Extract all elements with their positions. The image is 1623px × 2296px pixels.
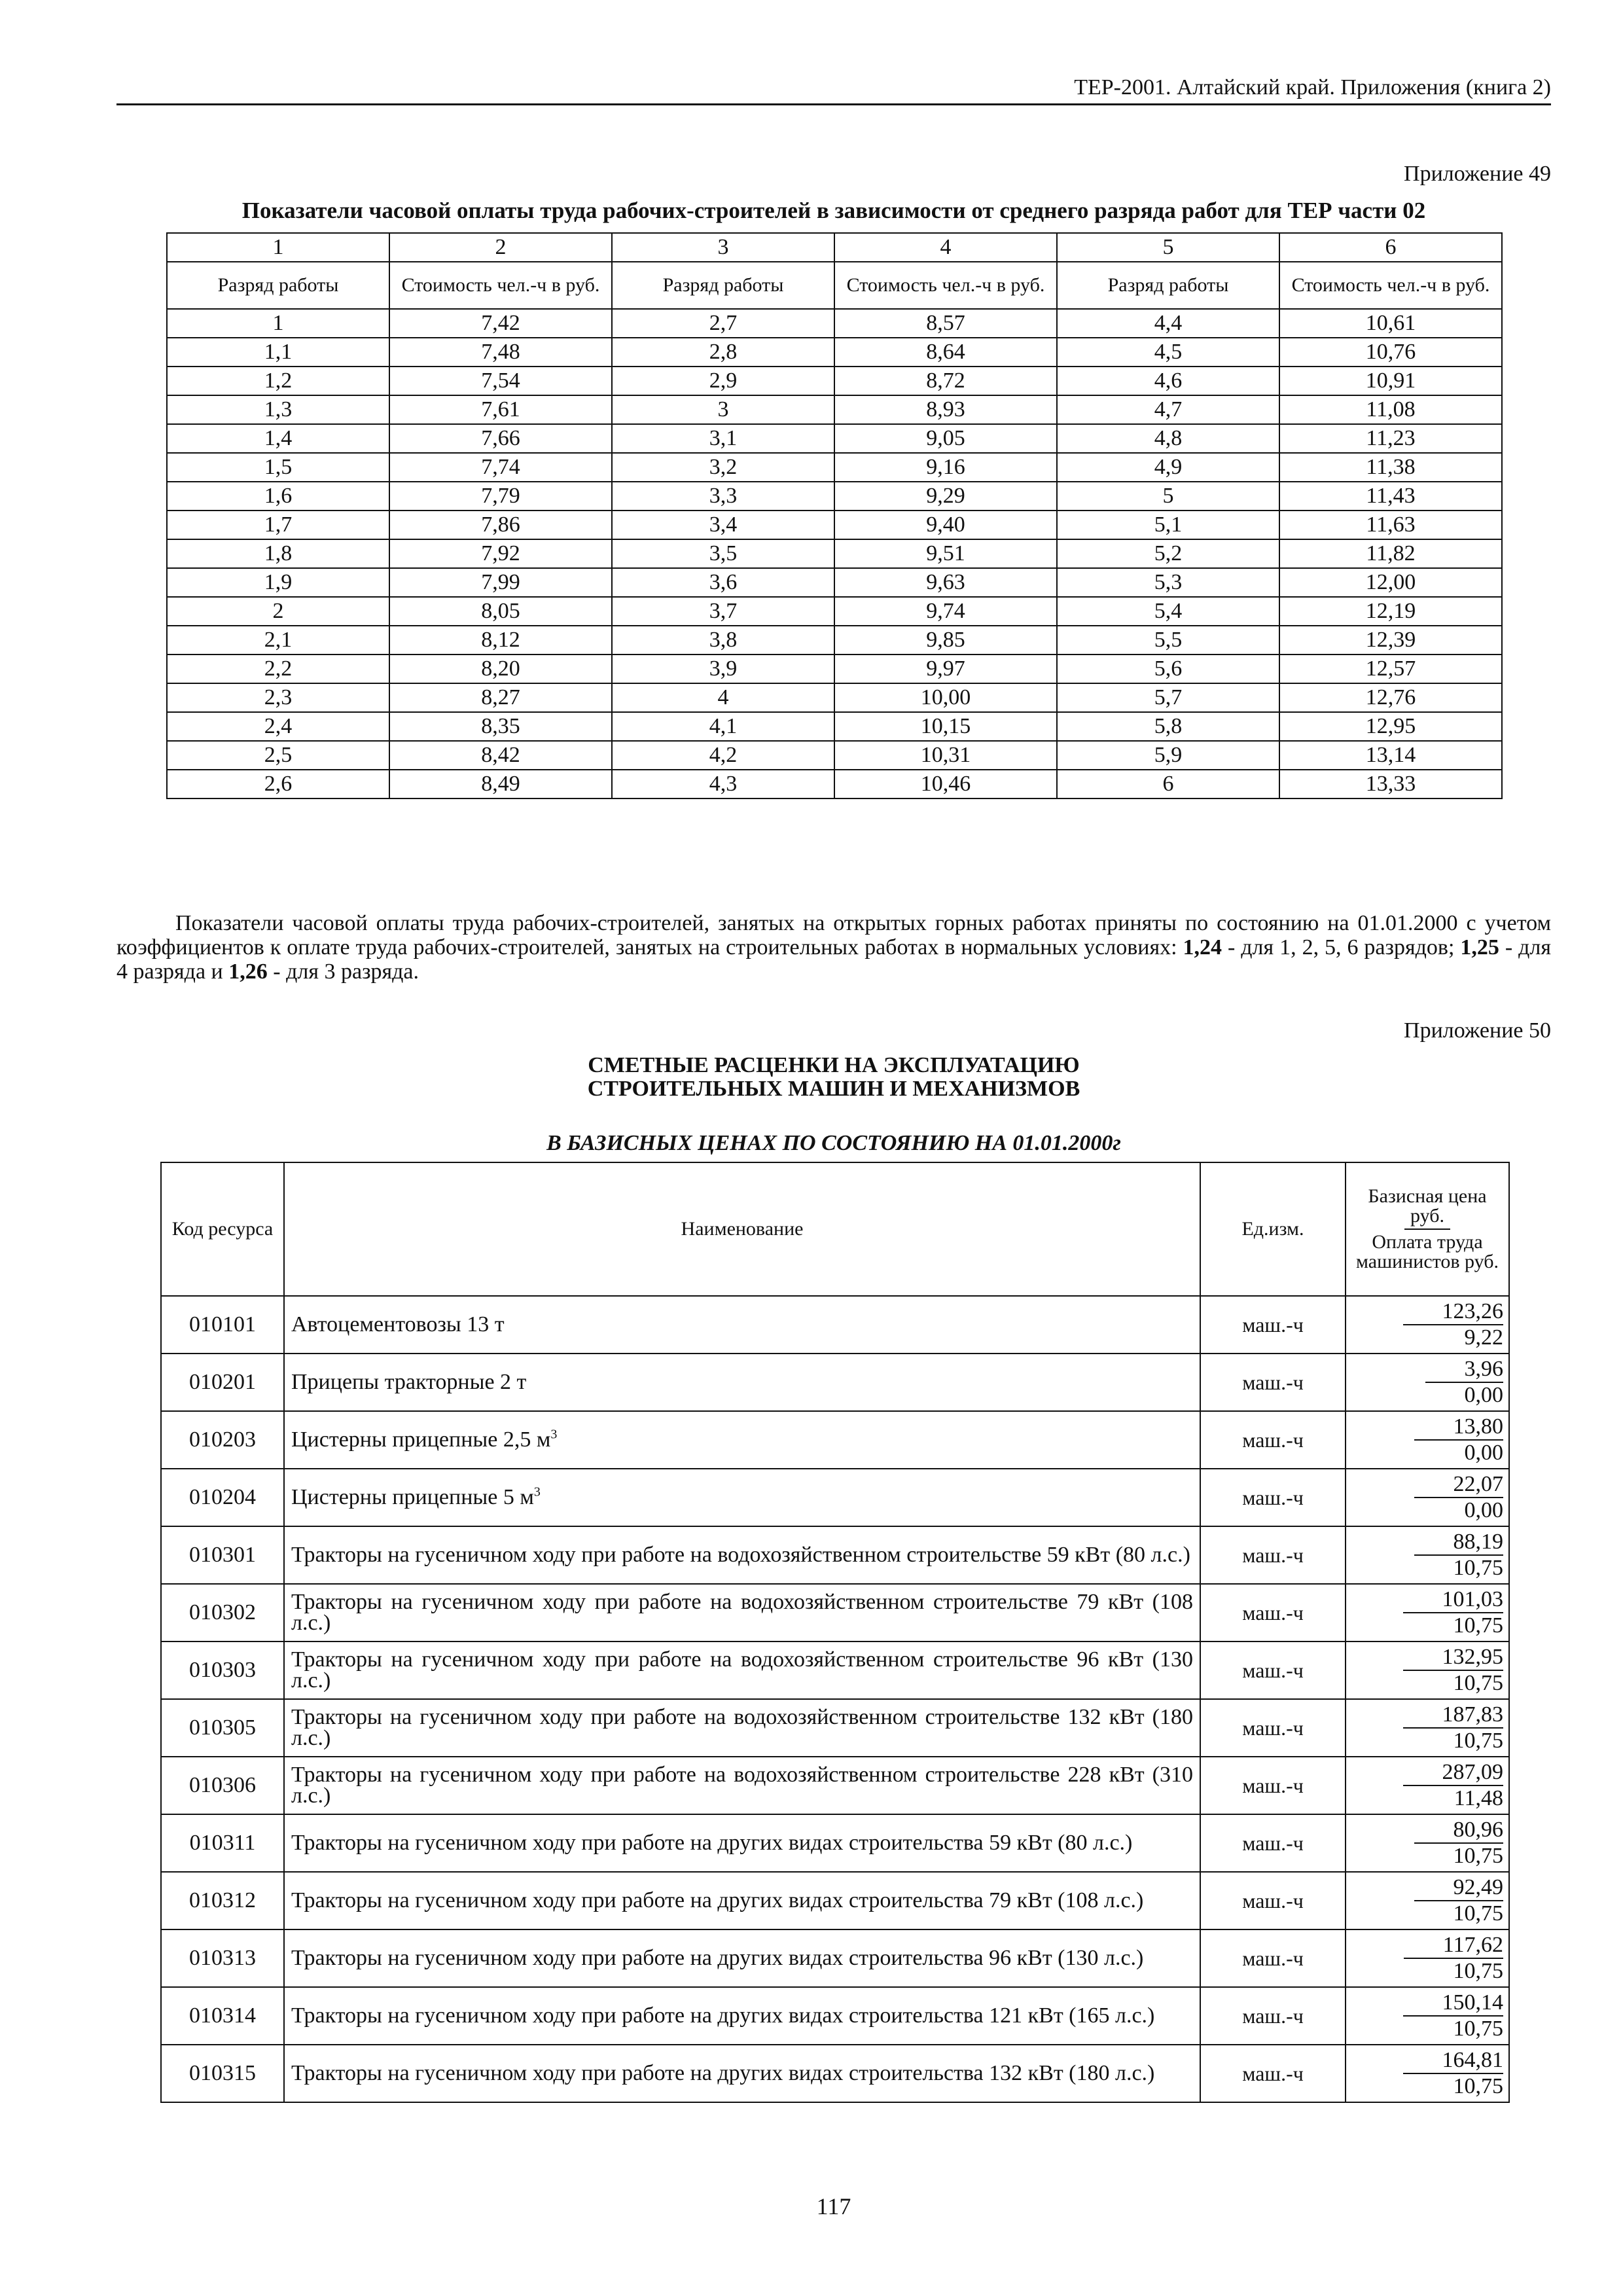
cost-cell: 9,16	[834, 453, 1057, 482]
operator-wage: 0,00	[1464, 1383, 1503, 1407]
table-row	[167, 453, 1502, 482]
cost-cell: 10,76	[1279, 338, 1502, 367]
resource-name-text: Цистерны прицепные 2,5 м	[291, 1427, 551, 1452]
resource-code: 010301	[161, 1526, 284, 1584]
resource-name	[284, 1757, 1200, 1814]
grade-cell: 5,8	[1057, 712, 1279, 741]
base-price: 117,62	[1404, 1933, 1503, 1959]
cost-cell: 12,57	[1279, 655, 1502, 683]
grade-cell: 5,9	[1057, 741, 1279, 770]
resource-name	[284, 1929, 1200, 1987]
base-price: 3,96	[1425, 1357, 1504, 1383]
cost-cell: 11,63	[1279, 511, 1502, 539]
header-divider	[1404, 1229, 1450, 1230]
name-header: Наименование	[284, 1162, 1200, 1296]
table-row	[167, 511, 1502, 539]
operator-wage: 9,22	[1464, 1325, 1503, 1350]
note-text: Показатели часовой оплаты труда рабочих-строителей, занятых на открытых горных работах приняты по состоянию на 01.01.2000 с учетом коэффициентов к оплате труда рабочих-строителей, занятых на строительных работах в нормальных условиях:	[116, 911, 1551, 960]
table-row	[161, 1469, 1509, 1526]
table-row	[161, 1641, 1509, 1699]
price-cell	[1346, 1872, 1509, 1929]
grade-cell: 2	[167, 597, 389, 626]
cost-cell: 8,49	[389, 770, 612, 798]
table-row	[167, 626, 1502, 655]
grade-cell: 5,2	[1057, 539, 1279, 568]
resource-name	[284, 1526, 1200, 1584]
cost-cell: 12,19	[1279, 597, 1502, 626]
base-price: 287,09	[1403, 1760, 1504, 1786]
cost-cell: 11,43	[1279, 482, 1502, 511]
grade-cell: 1,3	[167, 395, 389, 424]
grade-cell: 5,5	[1057, 626, 1279, 655]
cost-cell: 12,95	[1279, 712, 1502, 741]
table-50-subtitle: В БАЗИСНЫХ ЦЕНАХ ПО СОСТОЯНИЮ НА 01.01.2000г	[546, 1131, 1121, 1155]
note-coefficient: 1,24	[1183, 935, 1222, 960]
table-row	[167, 482, 1502, 511]
cost-cell: 10,46	[834, 770, 1057, 798]
resource-code: 010101	[161, 1296, 284, 1354]
grade-cell: 1,7	[167, 511, 389, 539]
operator-wage: 11,48	[1454, 1786, 1503, 1810]
price-cell	[1346, 1526, 1509, 1584]
cost-cell: 9,40	[834, 511, 1057, 539]
table-row	[167, 741, 1502, 770]
resource-name-text: Тракторы на гусеничном ходу при работе на других видах строительства 121 кВт (165 л.с.)	[291, 2003, 1155, 2028]
grade-cell: 5,4	[1057, 597, 1279, 626]
resource-name	[284, 1699, 1200, 1757]
base-price: 88,19	[1414, 1530, 1504, 1556]
cost-cell: 10,15	[834, 712, 1057, 741]
resource-name-text: Тракторы на гусеничном ходу при работе на других видах строительства 96 кВт (130 л.с.)	[291, 1946, 1144, 1970]
resource-name-text: Тракторы на гусеничном ходу при работе на других видах строительства 59 кВт (80 л.с.)	[291, 1831, 1133, 1855]
price-fraction	[1403, 1760, 1504, 1811]
base-price: 150,14	[1403, 1990, 1504, 2017]
price-cell	[1346, 1987, 1509, 2045]
grade-cell: 3,7	[612, 597, 834, 626]
table-row	[167, 568, 1502, 597]
resource-name-text: Тракторы на гусеничном ходу при работе на водохозяйственном строительстве 228 кВт (310 л.с.)	[291, 1763, 1193, 1808]
cost-cell: 8,05	[389, 597, 612, 626]
base-price: 164,81	[1403, 2048, 1504, 2074]
operator-wage: 10,75	[1453, 1556, 1503, 1580]
grade-cell: 4,5	[1057, 338, 1279, 367]
price-cell	[1346, 1757, 1509, 1814]
table-row	[161, 1699, 1509, 1757]
cost-cell: 7,79	[389, 482, 612, 511]
base-price: 101,03	[1403, 1587, 1504, 1613]
resource-code: 010305	[161, 1699, 284, 1757]
table-row	[161, 1929, 1509, 1987]
unit-cell: маш.-ч	[1200, 1411, 1346, 1469]
resource-name-text: Тракторы на гусеничном ходу при работе на водохозяйственном строительстве 132 кВт (180 л.с.)	[291, 1705, 1193, 1750]
cost-cell: 13,33	[1279, 770, 1502, 798]
cost-cell: 7,66	[389, 424, 612, 453]
grade-cell: 1,8	[167, 539, 389, 568]
unit-cell: маш.-ч	[1200, 1354, 1346, 1411]
grade-cell: 4,8	[1057, 424, 1279, 453]
base-price: 132,95	[1403, 1645, 1504, 1671]
operator-wage: 10,75	[1453, 1901, 1503, 1926]
table-row	[161, 1584, 1509, 1641]
price-cell	[1346, 1641, 1509, 1699]
grade-cell: 2,1	[167, 626, 389, 655]
cost-cell: 10,91	[1279, 367, 1502, 395]
unit-cell: маш.-ч	[1200, 1814, 1346, 1872]
cost-cell: 8,64	[834, 338, 1057, 367]
unit-cell: маш.-ч	[1200, 1699, 1346, 1757]
operator-wage: 10,75	[1453, 1613, 1503, 1638]
table-row	[167, 539, 1502, 568]
table-row	[161, 1757, 1509, 1814]
table-row	[161, 1296, 1509, 1354]
title-line: СТРОИТЕЛЬНЫХ МАШИН И МЕХАНИЗМОВ	[587, 1077, 1080, 1101]
cost-cell: 7,74	[389, 453, 612, 482]
cost-cell: 8,57	[834, 309, 1057, 338]
running-title: ТЕР-2001. Алтайский край. Приложения (книга 2)	[1074, 75, 1551, 99]
column-header: Разряд работы	[1057, 262, 1279, 309]
grade-cell: 1,9	[167, 568, 389, 597]
table-row	[167, 424, 1502, 453]
grade-cell: 4	[612, 683, 834, 712]
cost-cell: 9,97	[834, 655, 1057, 683]
cost-cell: 7,54	[389, 367, 612, 395]
resource-code: 010313	[161, 1929, 284, 1987]
cost-cell: 8,72	[834, 367, 1057, 395]
cost-cell: 12,76	[1279, 683, 1502, 712]
table-row	[161, 1987, 1509, 2045]
column-header: Разряд работы	[167, 262, 389, 309]
unit-cell: маш.-ч	[1200, 1296, 1346, 1354]
cost-cell: 11,08	[1279, 395, 1502, 424]
column-number: 4	[834, 233, 1057, 262]
price-fraction	[1425, 1357, 1504, 1408]
grade-cell: 6	[1057, 770, 1279, 798]
grade-cell: 4,1	[612, 712, 834, 741]
operator-wage: 10,75	[1453, 1844, 1503, 1868]
grade-cell: 5,1	[1057, 511, 1279, 539]
grade-cell: 1,2	[167, 367, 389, 395]
cost-cell: 9,85	[834, 626, 1057, 655]
resource-name	[284, 1411, 1200, 1469]
unit-cell: маш.-ч	[1200, 1929, 1346, 1987]
page-number: 117	[816, 2193, 851, 2219]
resource-name	[284, 1872, 1200, 1929]
cost-cell: 9,63	[834, 568, 1057, 597]
grade-cell: 1,6	[167, 482, 389, 511]
cost-cell: 10,31	[834, 741, 1057, 770]
wage-note-paragraph	[116, 911, 1551, 984]
base-price: 22,07	[1414, 1472, 1504, 1498]
grade-cell: 1,5	[167, 453, 389, 482]
resource-name	[284, 1584, 1200, 1641]
price-cell	[1346, 1469, 1509, 1526]
price-fraction	[1414, 1818, 1504, 1869]
cost-cell: 8,27	[389, 683, 612, 712]
grade-cell: 3,1	[612, 424, 834, 453]
resource-name	[284, 1987, 1200, 2045]
unit-cell: маш.-ч	[1200, 1526, 1346, 1584]
column-number: 6	[1279, 233, 1502, 262]
table-row	[161, 1354, 1509, 1411]
table-49-title: Показатели часовой оплаты труда рабочих-строителей в зависимости от среднего разряда работ для ТЕР части 02	[241, 198, 1426, 223]
cost-cell: 10,00	[834, 683, 1057, 712]
cost-cell: 11,23	[1279, 424, 1502, 453]
base-price: 13,80	[1414, 1414, 1504, 1441]
grade-cell: 2,3	[167, 683, 389, 712]
cost-cell: 9,51	[834, 539, 1057, 568]
grade-cell: 4,7	[1057, 395, 1279, 424]
cost-cell: 13,14	[1279, 741, 1502, 770]
note-text: - для 3 разряда.	[267, 960, 419, 984]
resource-name-text: Тракторы на гусеничном ходу при работе на водохозяйственном строительстве 59 кВт (80 л.с.)	[291, 1543, 1190, 1567]
base-price-header: Базисная цена руб.	[1368, 1185, 1487, 1227]
price-cell	[1346, 1929, 1509, 1987]
column-header: Разряд работы	[612, 262, 834, 309]
price-fraction	[1414, 1530, 1504, 1581]
base-price: 187,83	[1403, 1702, 1504, 1729]
grade-cell: 4,4	[1057, 309, 1279, 338]
table-row	[161, 1872, 1509, 1929]
cost-cell: 8,42	[389, 741, 612, 770]
machine-rates-table	[160, 1162, 1510, 2103]
table-row	[161, 2045, 1509, 2102]
cost-cell: 8,35	[389, 712, 612, 741]
cost-cell: 8,93	[834, 395, 1057, 424]
price-cell	[1346, 1814, 1509, 1872]
cost-cell: 7,86	[389, 511, 612, 539]
price-cell	[1346, 1584, 1509, 1641]
grade-cell: 3,6	[612, 568, 834, 597]
unit-cell: маш.-ч	[1200, 1469, 1346, 1526]
resource-code: 010311	[161, 1814, 284, 1872]
grade-cell: 1,1	[167, 338, 389, 367]
appendix-50-label: Приложение 50	[1404, 1018, 1551, 1043]
price-header	[1346, 1162, 1509, 1296]
grade-cell: 4,2	[612, 741, 834, 770]
grade-cell: 3,9	[612, 655, 834, 683]
table-header-row	[161, 1162, 1509, 1296]
resource-name	[284, 2045, 1200, 2102]
grade-cell: 4,9	[1057, 453, 1279, 482]
column-header-row	[167, 262, 1502, 309]
grade-cell: 2,6	[167, 770, 389, 798]
resource-name-text: Тракторы на гусеничном ходу при работе на других видах строительства 132 кВт (180 л.с.)	[291, 2061, 1155, 2085]
resource-name	[284, 1814, 1200, 1872]
table-row	[161, 1411, 1509, 1469]
column-number: 2	[389, 233, 612, 262]
cost-cell: 7,92	[389, 539, 612, 568]
wage-rate-table	[166, 232, 1503, 799]
grade-cell: 5,7	[1057, 683, 1279, 712]
price-fraction	[1403, 1645, 1504, 1696]
table-row	[167, 309, 1502, 338]
grade-cell: 3	[612, 395, 834, 424]
note-text: - для 1, 2, 5, 6 разрядов;	[1222, 935, 1461, 960]
table-50-title	[116, 1054, 1551, 1101]
grade-cell: 1,4	[167, 424, 389, 453]
price-fraction	[1403, 1990, 1504, 2041]
grade-cell: 2,8	[612, 338, 834, 367]
grade-cell: 3,8	[612, 626, 834, 655]
resource-code: 010303	[161, 1641, 284, 1699]
table-row	[167, 770, 1502, 798]
unit-cell: маш.-ч	[1200, 2045, 1346, 2102]
resource-code: 010302	[161, 1584, 284, 1641]
price-fraction	[1403, 1702, 1504, 1753]
operator-wage: 0,00	[1464, 1441, 1503, 1465]
appendix-49-label: Приложение 49	[1404, 162, 1551, 186]
resource-name-text: Цистерны прицепные 5 м	[291, 1485, 534, 1509]
unit-cell: маш.-ч	[1200, 1584, 1346, 1641]
cost-cell: 9,05	[834, 424, 1057, 453]
superscript: 3	[550, 1427, 558, 1442]
cost-cell: 7,42	[389, 309, 612, 338]
resource-code: 010204	[161, 1469, 284, 1526]
column-number-row	[167, 233, 1502, 262]
grade-cell: 4,6	[1057, 367, 1279, 395]
resource-name-text: Тракторы на гусеничном ходу при работе на других видах строительства 79 кВт (108 л.с.)	[291, 1888, 1144, 1912]
resource-code: 010203	[161, 1411, 284, 1469]
column-number: 3	[612, 233, 834, 262]
table-row	[167, 597, 1502, 626]
operator-wage: 10,75	[1453, 2074, 1503, 2098]
column-number: 1	[167, 233, 389, 262]
table-row	[167, 395, 1502, 424]
resource-name-text: Автоцементовозы 13 т	[291, 1312, 505, 1336]
grade-cell: 3,5	[612, 539, 834, 568]
grade-cell: 5,6	[1057, 655, 1279, 683]
grade-cell: 2,5	[167, 741, 389, 770]
note-coefficient: 1,25	[1460, 935, 1499, 960]
resource-name	[284, 1296, 1200, 1354]
column-number: 5	[1057, 233, 1279, 262]
superscript: 3	[533, 1484, 541, 1499]
resource-name	[284, 1641, 1200, 1699]
operator-wage: 10,75	[1453, 2017, 1503, 2041]
grade-cell: 3,3	[612, 482, 834, 511]
price-fraction	[1414, 1414, 1504, 1465]
cost-cell: 8,20	[389, 655, 612, 683]
price-fraction	[1403, 1587, 1504, 1638]
note-coefficient: 1,26	[228, 960, 268, 984]
resource-name-text: Прицепы тракторные 2 т	[291, 1370, 527, 1394]
resource-code: 010315	[161, 2045, 284, 2102]
grade-cell: 2,7	[612, 309, 834, 338]
resource-name-text: Тракторы на гусеничном ходу при работе на водохозяйственном строительстве 96 кВт (130 л.с.)	[291, 1647, 1193, 1693]
table-row	[167, 712, 1502, 741]
price-fraction	[1414, 1875, 1504, 1926]
unit-header: Ед.изм.	[1200, 1162, 1346, 1296]
operator-wage: 0,00	[1464, 1498, 1503, 1522]
cost-cell: 11,38	[1279, 453, 1502, 482]
base-price: 80,96	[1414, 1818, 1504, 1844]
cost-cell: 12,00	[1279, 568, 1502, 597]
grade-cell: 4,3	[612, 770, 834, 798]
table-row	[167, 338, 1502, 367]
cost-cell: 7,99	[389, 568, 612, 597]
cost-cell: 8,12	[389, 626, 612, 655]
price-cell	[1346, 1699, 1509, 1757]
title-line: СМЕТНЫЕ РАСЦЕНКИ НА ЭКСПЛУАТАЦИЮ	[588, 1053, 1080, 1077]
resource-code: 010314	[161, 1987, 284, 2045]
cost-cell: 7,48	[389, 338, 612, 367]
running-header	[116, 72, 1551, 105]
column-header: Стоимость чел.-ч в руб.	[834, 262, 1057, 309]
grade-cell: 2,2	[167, 655, 389, 683]
grade-cell: 2,9	[612, 367, 834, 395]
price-cell	[1346, 1354, 1509, 1411]
operator-wage-header: Оплата труда машинистов руб.	[1355, 1231, 1499, 1272]
resource-code: 010201	[161, 1354, 284, 1411]
base-price: 92,49	[1414, 1875, 1504, 1901]
price-fraction	[1414, 1472, 1504, 1523]
resource-name	[284, 1354, 1200, 1411]
table-row	[161, 1814, 1509, 1872]
price-cell	[1346, 2045, 1509, 2102]
price-fraction	[1403, 1299, 1504, 1350]
grade-cell: 1	[167, 309, 389, 338]
price-fraction	[1403, 2048, 1504, 2099]
cost-cell: 10,61	[1279, 309, 1502, 338]
operator-wage: 10,75	[1453, 1671, 1503, 1695]
grade-cell: 2,4	[167, 712, 389, 741]
table-row	[167, 655, 1502, 683]
unit-cell: маш.-ч	[1200, 1641, 1346, 1699]
price-fraction	[1404, 1933, 1503, 1984]
grade-cell: 3,2	[612, 453, 834, 482]
grade-cell: 3,4	[612, 511, 834, 539]
grade-cell: 5	[1057, 482, 1279, 511]
column-header: Стоимость чел.-ч в руб.	[1279, 262, 1502, 309]
operator-wage: 10,75	[1453, 1959, 1503, 1983]
cost-cell: 12,39	[1279, 626, 1502, 655]
resource-name-text: Тракторы на гусеничном ходу при работе на водохозяйственном строительстве 79 кВт (108 л.с.)	[291, 1590, 1193, 1635]
table-row	[167, 683, 1502, 712]
note-text: - для 4 разряда и	[116, 935, 1551, 984]
code-header: Код ресурса	[161, 1162, 284, 1296]
cost-cell: 11,82	[1279, 539, 1502, 568]
resource-code: 010312	[161, 1872, 284, 1929]
unit-cell: маш.-ч	[1200, 1872, 1346, 1929]
base-price: 123,26	[1403, 1299, 1504, 1325]
column-header: Стоимость чел.-ч в руб.	[389, 262, 612, 309]
cost-cell: 9,74	[834, 597, 1057, 626]
price-cell	[1346, 1296, 1509, 1354]
table-row	[167, 367, 1502, 395]
table-row	[161, 1526, 1509, 1584]
grade-cell: 5,3	[1057, 568, 1279, 597]
unit-cell: маш.-ч	[1200, 1757, 1346, 1814]
cost-cell: 9,29	[834, 482, 1057, 511]
unit-cell: маш.-ч	[1200, 1987, 1346, 2045]
operator-wage: 10,75	[1453, 1729, 1503, 1753]
price-cell	[1346, 1411, 1509, 1469]
resource-code: 010306	[161, 1757, 284, 1814]
resource-name	[284, 1469, 1200, 1526]
cost-cell: 7,61	[389, 395, 612, 424]
